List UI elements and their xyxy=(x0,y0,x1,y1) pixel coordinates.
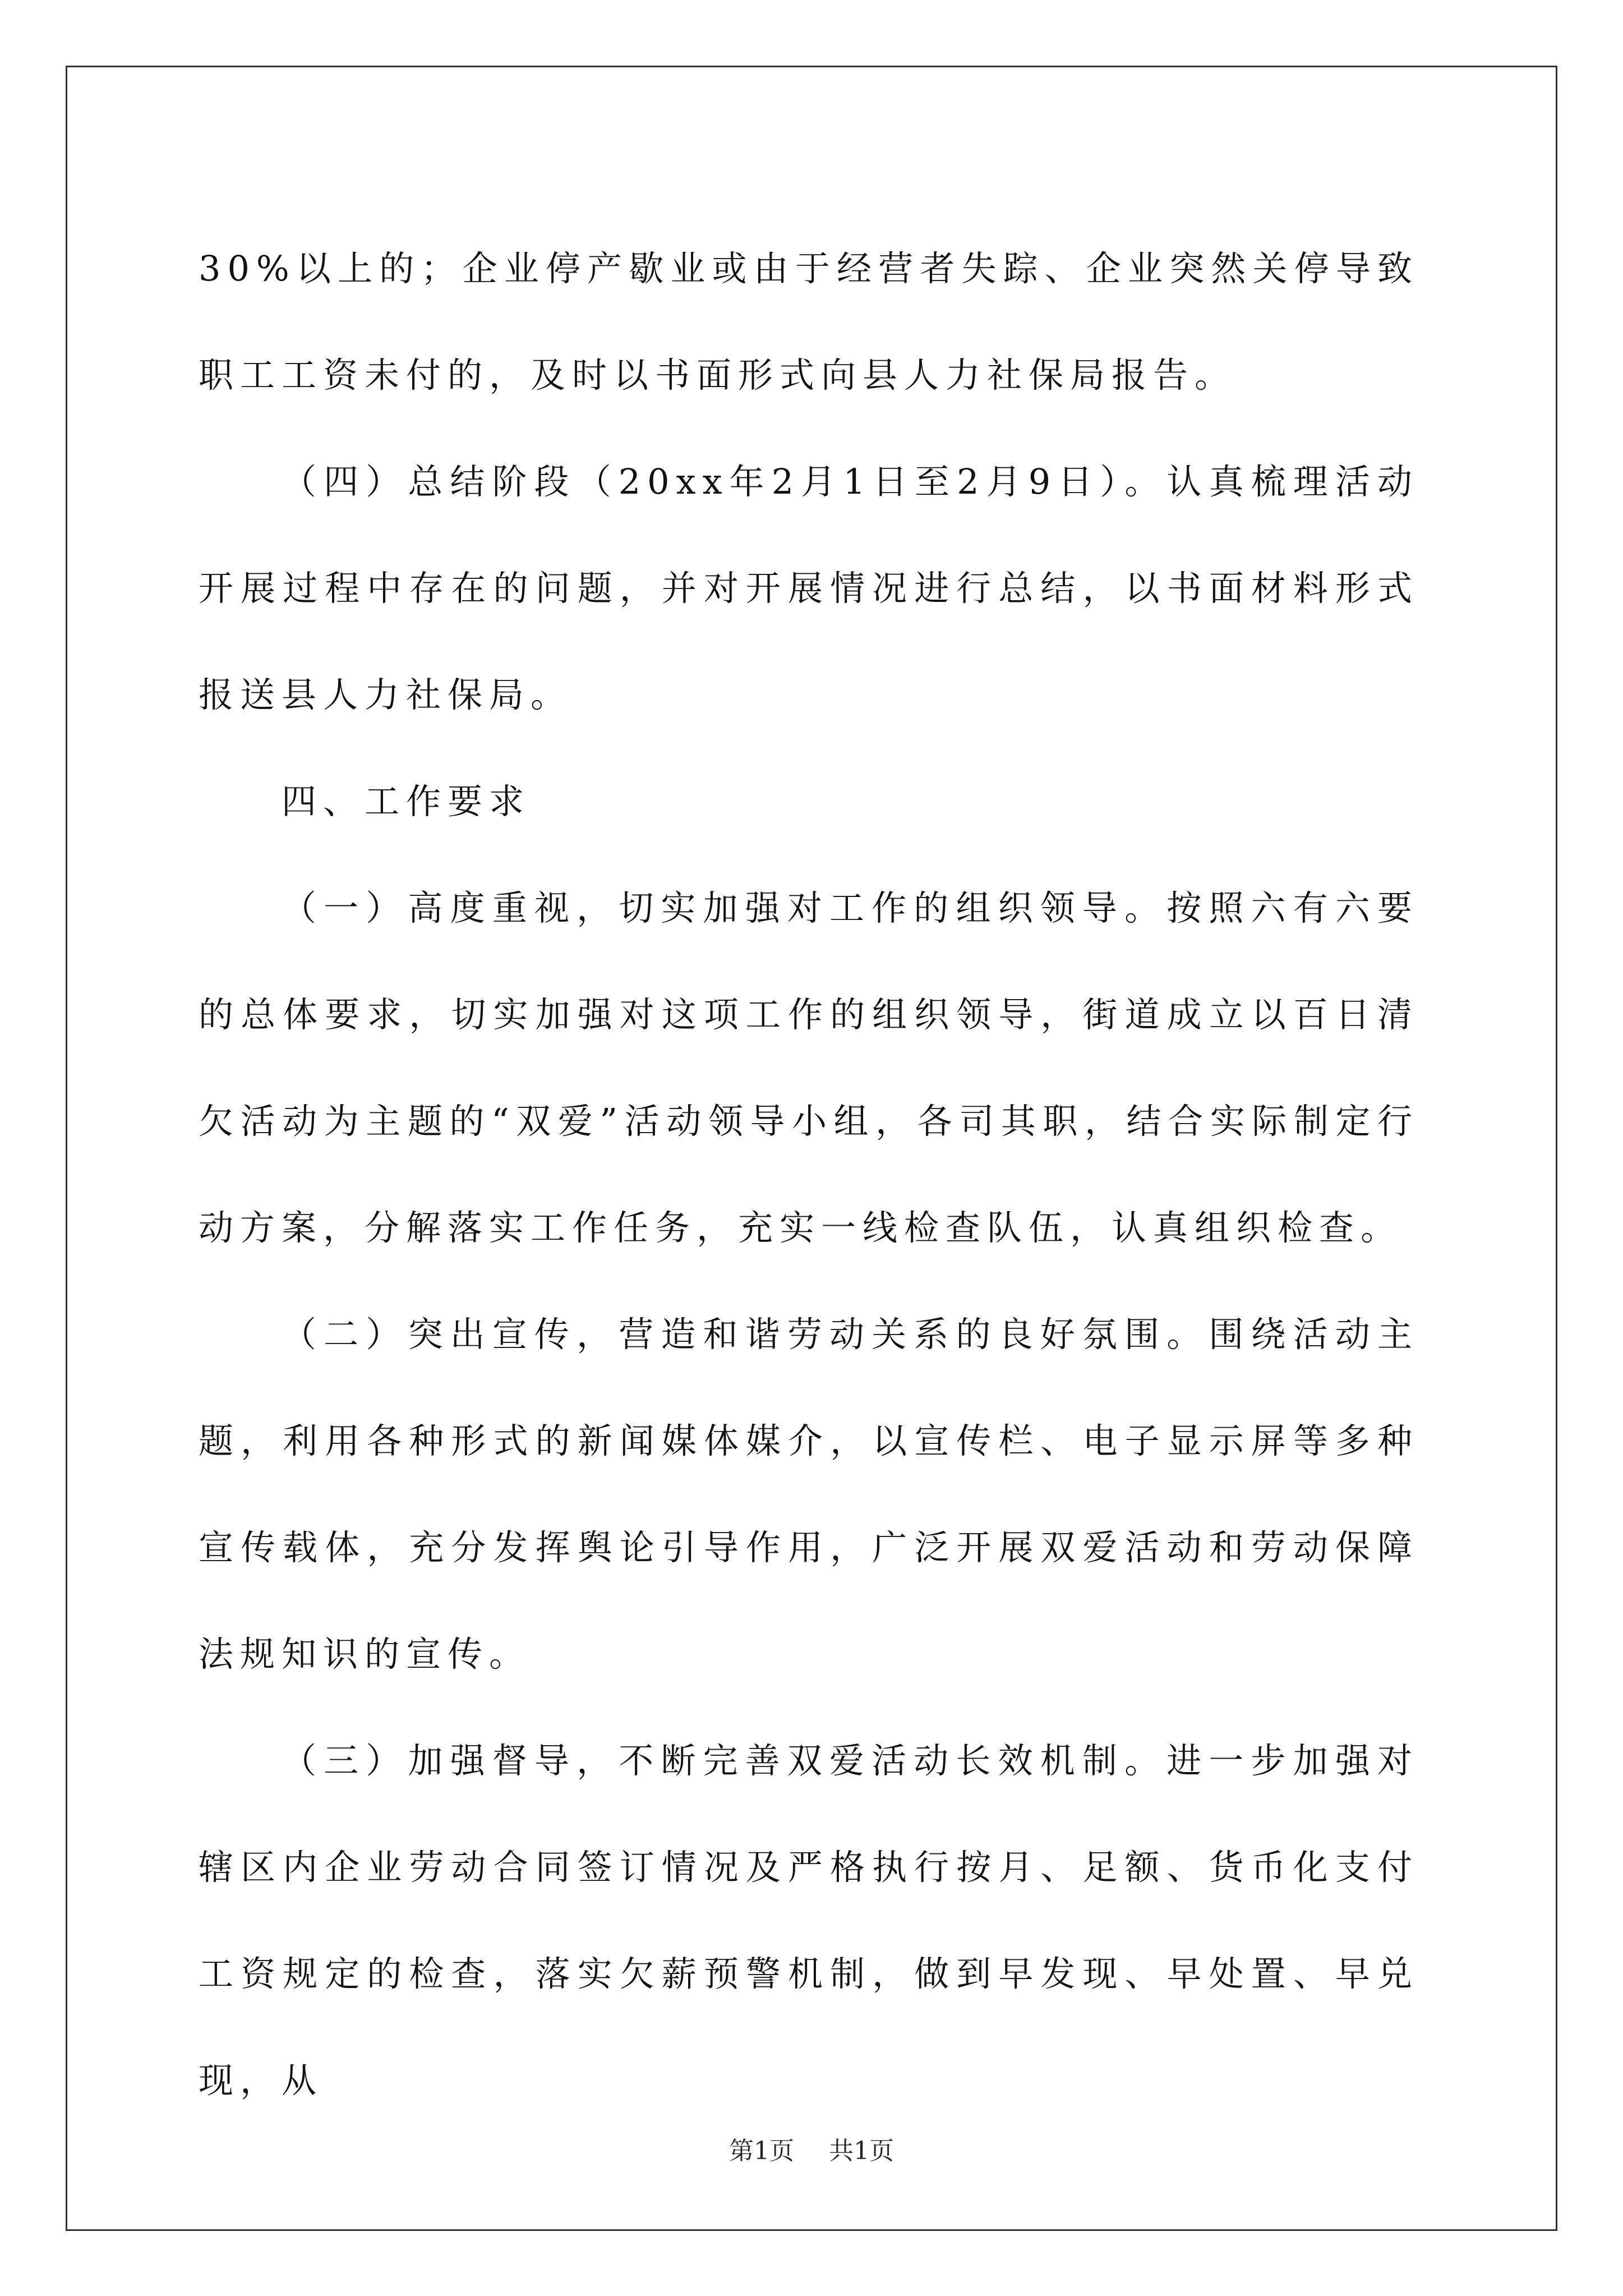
section-heading: 四、工作要求 xyxy=(282,781,531,822)
document-body xyxy=(199,215,1419,2134)
paragraph: 30%以上的；企业停产歇业或由于经营者失踪、企业突然关停导致职工工资未付的，及时以书面形式向县人力社保局报告。 xyxy=(199,248,1419,395)
paragraph: （四）总结阶段（20xx年2月1日至2月9日）。认真梳理活动开展过程中存在的问题，并对开展情况进行总结，以书面材料形式报送县人力社保局。 xyxy=(199,461,1419,715)
paragraph: （二）突出宣传，营造和谐劳动关系的良好氛围。围绕活动主题，利用各种形式的新闻媒体媒介，以宣传栏、电子显示屏等多种宣传载体，充分发挥舆论引导作用，广泛开展双爱活动和劳动保障法规知识的宣传。 xyxy=(199,1314,1419,1674)
paragraph: （三）加强督导，不断完善双爱活动长效机制。进一步加强对辖区内企业劳动合同签订情况及严格执行按月、足额、货币化支付工资规定的检查，落实欠薪预警机制，做到早发现、早处置、早兑现，从 xyxy=(199,1740,1419,2101)
page-footer xyxy=(0,2134,1623,2168)
page-number-current: 第1页 xyxy=(729,2137,794,2165)
paragraph: （一）高度重视，切实加强对工作的组织领导。按照六有六要的总体要求，切实加强对这项工作的组织领导，街道成立以百日清欠活动为主题的“双爱”活动领导小组，各司其职，结合实际制定行动方案，分解落实工作任务，充实一线检查队伍，认真组织检查。 xyxy=(199,887,1419,1248)
page-number-total: 共1页 xyxy=(829,2137,894,2165)
